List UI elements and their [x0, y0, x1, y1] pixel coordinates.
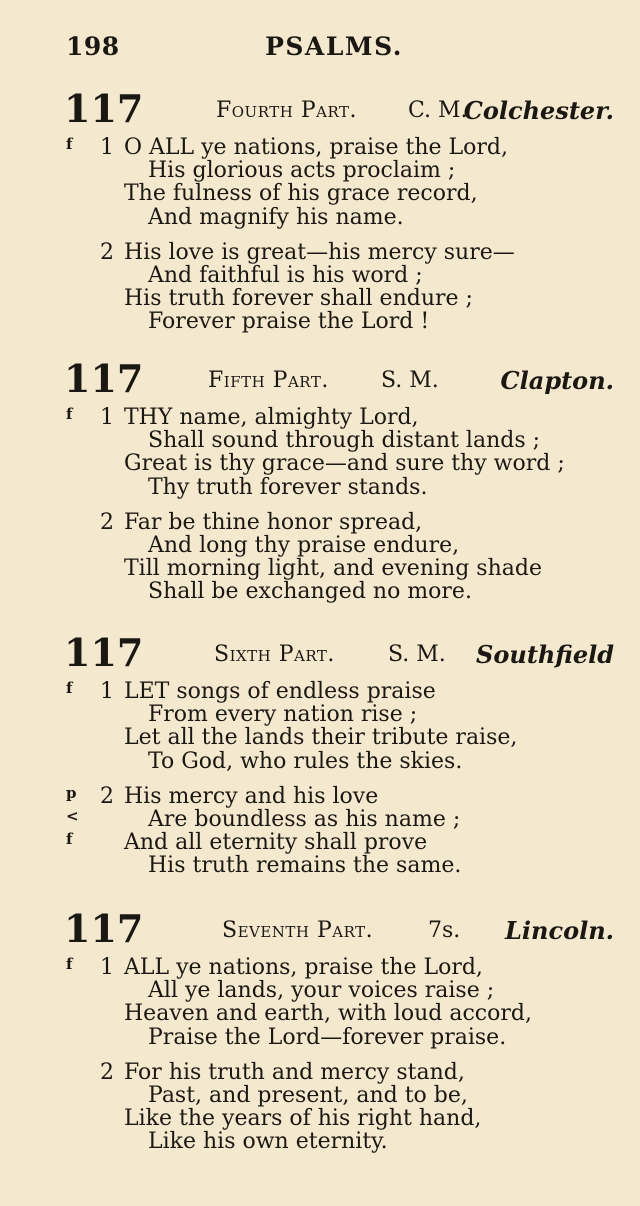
verse-line	[0, 1061, 640, 1084]
dynamic-mark: f	[66, 955, 73, 973]
tune-name: Colchester.	[463, 96, 614, 125]
verse-text: Past, and present, and to be,	[148, 1082, 468, 1108]
hymn-meter: 7s.	[428, 918, 461, 943]
verse-line	[0, 1084, 640, 1107]
hymn-block	[0, 86, 640, 335]
verse-line	[0, 136, 640, 159]
hymn-heading	[0, 906, 640, 954]
verse-text: Till morning light, and evening shade	[124, 556, 542, 582]
verse-line	[0, 476, 640, 499]
verse-text: Shall be exchanged no more.	[148, 579, 472, 605]
verse-line	[0, 429, 640, 452]
stanza-number: 2	[100, 509, 114, 535]
verse-text: O ALL ye nations, praise the Lord,	[124, 135, 508, 160]
verse-text: Like the years of his right hand,	[124, 1106, 482, 1132]
hymn-meter: S. M.	[381, 368, 439, 393]
hymn-part: Sixth Part.	[214, 642, 335, 667]
verse-text: To God, who rules the skies.	[148, 748, 463, 774]
stanza-number: 1	[100, 135, 114, 160]
verse-line	[0, 287, 640, 310]
stanza-number: 2	[100, 239, 114, 265]
dynamic-mark: p	[66, 783, 77, 802]
stanza-number: 1	[100, 405, 114, 430]
verse-line	[0, 580, 640, 603]
verse-line	[0, 206, 640, 229]
verse-line	[0, 979, 640, 1002]
verse-line	[0, 1026, 640, 1049]
verse-text: Praise the Lord—forever praise.	[148, 1024, 507, 1050]
verse-text: ALL ye nations, praise the Lord,	[124, 955, 483, 980]
hymn-part: Seventh Part.	[222, 918, 374, 943]
dynamic-mark: f	[66, 679, 73, 697]
verse-line	[0, 703, 640, 726]
verse-text: His love is great—his mercy sure—	[124, 239, 515, 265]
verse-line	[0, 452, 640, 475]
verse-line	[0, 1107, 640, 1130]
tune-name: Southfield	[476, 640, 614, 669]
verse-text: LET songs of endless praise	[124, 679, 436, 704]
verse-text: Are boundless as his name ;	[148, 806, 461, 832]
tune-name: Clapton.	[500, 366, 614, 395]
hymn-heading	[0, 356, 640, 404]
verse-text: The fulness of his grace record,	[124, 181, 478, 207]
hymn-number: 117	[64, 356, 144, 401]
hymn-heading	[0, 630, 640, 678]
verse-line	[0, 182, 640, 205]
verse-line	[0, 1130, 640, 1153]
dynamic-mark: f	[66, 405, 73, 423]
hymn-part: Fifth Part.	[208, 368, 329, 393]
verse-text: His glorious acts proclaim ;	[148, 158, 456, 184]
stanza-number: 1	[100, 679, 114, 704]
stanza	[0, 956, 640, 1049]
verse-line	[0, 534, 640, 557]
verse-line	[0, 557, 640, 580]
verse-line	[0, 1002, 640, 1025]
stanza	[0, 511, 640, 604]
dynamic-mark: f	[66, 135, 73, 153]
verse-text: For his truth and mercy stand,	[124, 1059, 465, 1085]
verse-line	[0, 831, 640, 854]
hymn-meter: S. M.	[388, 642, 446, 667]
verse-line	[0, 785, 640, 808]
stanza	[0, 241, 640, 334]
verse-line	[0, 750, 640, 773]
verse-text: Heaven and earth, with loud accord,	[124, 1001, 532, 1027]
verse-text: Far be thine honor spread,	[124, 509, 423, 535]
verse-text: Shall sound through distant lands ;	[148, 428, 541, 454]
stanza	[0, 1061, 640, 1154]
verse-text: And long thy praise endure,	[148, 532, 460, 558]
hymn-heading	[0, 86, 640, 134]
stanza-number: 2	[100, 783, 114, 809]
verse-text: THY name, almighty Lord,	[124, 405, 419, 430]
verse-text: Forever praise the Lord !	[148, 309, 430, 335]
verse-text: His mercy and his love	[124, 783, 379, 809]
dynamic-mark: f	[66, 830, 73, 849]
page-number: 198	[66, 32, 120, 61]
verse-line	[0, 159, 640, 182]
verse-line	[0, 511, 640, 534]
dynamic-mark: <	[66, 806, 79, 825]
verse-line	[0, 726, 640, 749]
stanza-number: 1	[100, 955, 114, 980]
verse-text: And all eternity shall prove	[124, 830, 428, 856]
verse-line	[0, 241, 640, 264]
verse-text: Let all the lands their tribute raise,	[124, 725, 518, 751]
verse-line	[0, 680, 640, 703]
verse-text: Thy truth forever stands.	[148, 474, 428, 500]
page-header	[0, 30, 640, 66]
stanza	[0, 785, 640, 878]
stanza	[0, 136, 640, 229]
verse-line	[0, 956, 640, 979]
hymn-block	[0, 356, 640, 605]
verse-text: And faithful is his word ;	[148, 262, 423, 288]
verse-text: Like his own eternity.	[148, 1129, 388, 1155]
verse-text: His truth remains the same.	[148, 853, 462, 879]
verse-line	[0, 310, 640, 333]
stanza	[0, 680, 640, 773]
running-head: PSALMS.	[265, 32, 403, 61]
verse-text: And magnify his name.	[148, 204, 404, 230]
verse-text: All ye lands, your voices raise ;	[148, 978, 495, 1004]
verse-text: Great is thy grace—and sure thy word ;	[124, 451, 565, 477]
tune-name: Lincoln.	[505, 916, 614, 945]
hymn-number: 117	[64, 86, 144, 131]
hymn-block	[0, 630, 640, 879]
hymn-part: Fourth Part.	[216, 98, 357, 123]
verse-text: His truth forever shall endure ;	[124, 286, 473, 312]
verse-text: From every nation rise ;	[148, 702, 418, 728]
hymn-number: 117	[64, 630, 144, 675]
stanza	[0, 406, 640, 499]
verse-line	[0, 406, 640, 429]
hymn-meter: C. M.	[408, 98, 468, 123]
hymn-block	[0, 906, 640, 1155]
verse-line	[0, 854, 640, 877]
hymn-number: 117	[64, 906, 144, 951]
stanza-number: 2	[100, 1059, 114, 1085]
verse-line	[0, 808, 640, 831]
verse-line	[0, 264, 640, 287]
